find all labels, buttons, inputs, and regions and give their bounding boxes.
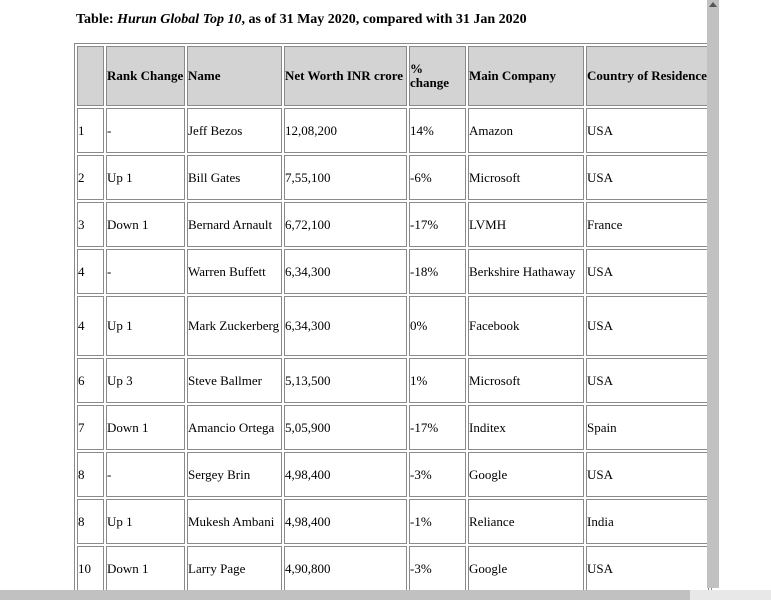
cell-net-worth: 4,98,400	[284, 499, 407, 544]
cell-name: Warren Buffett	[187, 249, 282, 294]
cell-percent-change: 1%	[409, 358, 466, 403]
cell-rank-change: Down 1	[106, 405, 185, 450]
header-country: Country of Residence	[586, 46, 709, 106]
cell-company: Facebook	[468, 296, 584, 356]
table-row	[77, 296, 709, 356]
cell-rank: 10	[77, 546, 104, 591]
table-row	[77, 546, 709, 591]
cell-name: Bill Gates	[187, 155, 282, 200]
header-net-worth: Net Worth INR crore	[284, 46, 407, 106]
cell-company: Inditex	[468, 405, 584, 450]
cell-company: LVMH	[468, 202, 584, 247]
cell-net-worth: 12,08,200	[284, 108, 407, 153]
table-row	[77, 499, 709, 544]
cell-name: Mark Zuckerberg	[187, 296, 282, 356]
header-rank	[77, 46, 104, 106]
cell-percent-change: -18%	[409, 249, 466, 294]
cell-company: Amazon	[468, 108, 584, 153]
cell-country: USA	[586, 155, 709, 200]
horizontal-scrollbar-track[interactable]	[690, 590, 771, 600]
cell-name: Amancio Ortega	[187, 405, 282, 450]
cell-rank-change: -	[106, 108, 185, 153]
cell-country: USA	[586, 546, 709, 591]
header-name: Name	[187, 46, 282, 106]
vertical-scrollbar[interactable]	[707, 0, 719, 588]
cell-net-worth: 6,34,300	[284, 249, 407, 294]
cell-name: Larry Page	[187, 546, 282, 591]
table-caption	[76, 12, 527, 28]
cell-net-worth: 7,55,100	[284, 155, 407, 200]
cell-rank-change: Up 1	[106, 499, 185, 544]
cell-country: Spain	[586, 405, 709, 450]
cell-rank: 4	[77, 296, 104, 356]
cell-country: USA	[586, 108, 709, 153]
cell-rank: 8	[77, 452, 104, 497]
cell-rank-change: -	[106, 249, 185, 294]
cell-country: India	[586, 499, 709, 544]
cell-rank: 7	[77, 405, 104, 450]
cell-company: Google	[468, 452, 584, 497]
table-row	[77, 249, 709, 294]
table-row	[77, 405, 709, 450]
table-row	[77, 358, 709, 403]
cell-net-worth: 4,90,800	[284, 546, 407, 591]
cell-rank: 1	[77, 108, 104, 153]
scroll-up-arrow-icon[interactable]	[709, 2, 717, 7]
cell-country: USA	[586, 358, 709, 403]
cell-net-worth: 6,34,300	[284, 296, 407, 356]
table-row	[77, 155, 709, 200]
cell-name: Bernard Arnault	[187, 202, 282, 247]
cell-name: Sergey Brin	[187, 452, 282, 497]
cell-company: Google	[468, 546, 584, 591]
cell-rank-change: Down 1	[106, 546, 185, 591]
cell-country: USA	[586, 452, 709, 497]
cell-country: France	[586, 202, 709, 247]
cell-rank: 4	[77, 249, 104, 294]
table-row	[77, 108, 709, 153]
cell-name: Steve Ballmer	[187, 358, 282, 403]
caption-title: Hurun Global Top 10	[117, 12, 242, 27]
cell-company: Berkshire Hathaway	[468, 249, 584, 294]
cell-percent-change: -3%	[409, 546, 466, 591]
header-percent-change: % change	[409, 46, 466, 106]
cell-country: USA	[586, 249, 709, 294]
cell-rank-change: Up 3	[106, 358, 185, 403]
cell-rank-change: Up 1	[106, 155, 185, 200]
cell-rank: 6	[77, 358, 104, 403]
cell-net-worth: 5,13,500	[284, 358, 407, 403]
caption-suffix: , as of 31 May 2020, compared with 31 Jan 2020	[241, 12, 527, 27]
header-main-company: Main Company	[468, 46, 584, 106]
cell-percent-change: -17%	[409, 202, 466, 247]
cell-rank: 2	[77, 155, 104, 200]
cell-rank-change: -	[106, 452, 185, 497]
cell-percent-change: 14%	[409, 108, 466, 153]
cell-rank: 3	[77, 202, 104, 247]
header-row	[77, 46, 709, 106]
cell-rank-change: Up 1	[106, 296, 185, 356]
horizontal-scrollbar-thumb[interactable]	[0, 590, 690, 600]
header-rank-change: Rank Change	[106, 46, 185, 106]
cell-company: Microsoft	[468, 155, 584, 200]
cell-country: USA	[586, 296, 709, 356]
cell-percent-change: -6%	[409, 155, 466, 200]
cell-name: Mukesh Ambani	[187, 499, 282, 544]
cell-percent-change: -1%	[409, 499, 466, 544]
cell-rank: 8	[77, 499, 104, 544]
cell-name: Jeff Bezos	[187, 108, 282, 153]
cell-company: Microsoft	[468, 358, 584, 403]
caption-prefix: Table:	[76, 12, 118, 27]
table-row	[77, 202, 709, 247]
cell-company: Reliance	[468, 499, 584, 544]
cell-rank-change: Down 1	[106, 202, 185, 247]
cell-net-worth: 5,05,900	[284, 405, 407, 450]
cell-percent-change: -3%	[409, 452, 466, 497]
cell-percent-change: 0%	[409, 296, 466, 356]
cell-net-worth: 6,72,100	[284, 202, 407, 247]
hurun-table	[74, 43, 712, 594]
cell-percent-change: -17%	[409, 405, 466, 450]
table-row	[77, 452, 709, 497]
cell-net-worth: 4,98,400	[284, 452, 407, 497]
